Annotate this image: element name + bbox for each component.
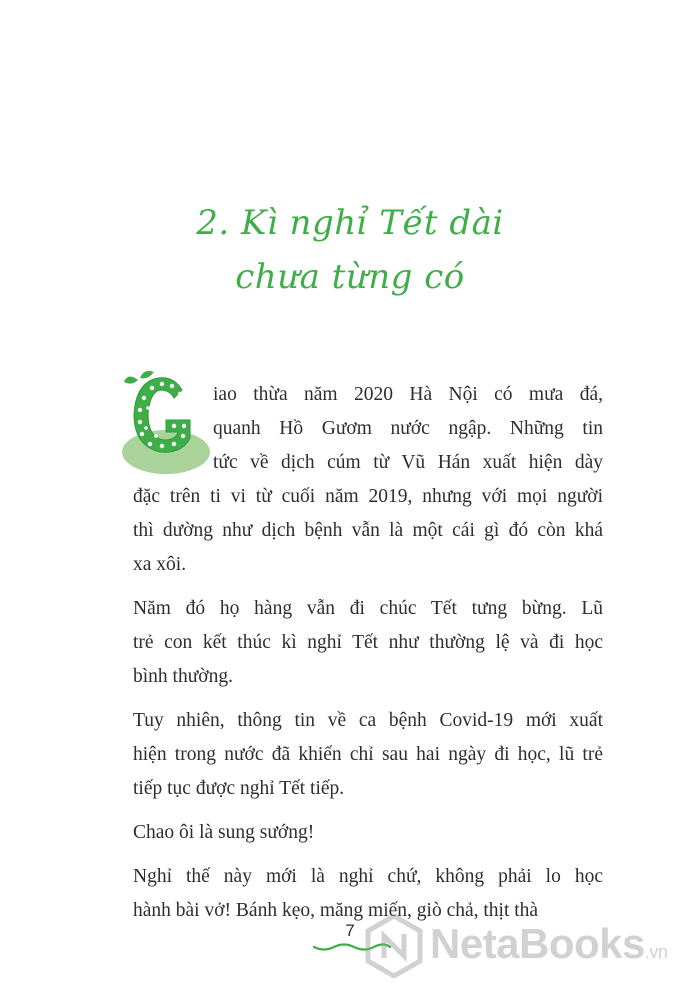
text-line: tiếp tục được nghỉ Tết tiếp. [133,778,345,799]
text-line: xa xôi. [133,554,187,575]
paragraph-2 [133,592,603,694]
text-line: bình thường. [133,666,233,687]
page-number: 7 [345,921,355,940]
text-line: trẻ con kết thúc kì nghỉ Tết như thường lệ và đi học [133,632,603,653]
watermark-suffix: .vn [644,942,668,962]
text-line: hiện trong nước đã khiến chỉ sau hai ngày đi học, lũ trẻ [133,744,603,765]
text-line: thì dường như dịch bệnh vẫn là một cái gì đó còn khá [133,520,603,541]
watermark-text [430,920,667,968]
text-line: Năm đó họ hàng vẫn đi chúc Tết tưng bừng. Lũ [133,598,603,619]
text-line: iao thừa năm 2020 Hà Nội có mưa đá, [213,384,603,405]
body-text [133,378,603,928]
text-line: hành bài vở! Bánh kẹo, măng miến, giò chả, thịt thà [133,900,539,921]
paragraph-3 [133,704,603,806]
text-line: Nghỉ thế này mới là nghỉ chứ, không phải lo học [133,866,603,887]
text-line: Chao ôi là sung sướng! [133,822,315,843]
text-line: đặc trên ti vi từ cuối năm 2019, nhưng với mọi người [133,486,603,507]
watermark-brand: NetaBooks [430,920,645,967]
netabooks-logo-icon [364,914,424,978]
text-line: Tuy nhiên, thông tin về ca bệnh Covid-19 mới xuất [133,710,603,731]
text-line: quanh Hồ Gươm nước ngập. Những tin [213,418,603,439]
paragraph-4 [133,816,603,850]
chapter-title-line-1: 2. Kì nghỉ Tết dài [196,203,504,243]
chapter-title [0,196,700,304]
watermark [360,912,690,982]
text-line: tức về dịch cúm từ Vũ Hán xuất hiện dày [213,452,603,473]
chapter-title-line-2: chưa từng có [235,257,465,297]
paragraph-1 [133,378,603,582]
